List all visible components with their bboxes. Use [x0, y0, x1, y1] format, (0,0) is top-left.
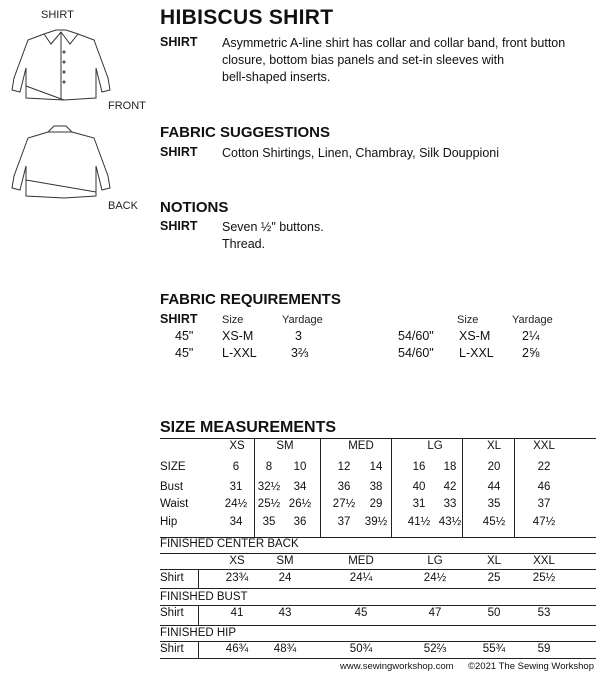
measurement-cell: 34	[293, 481, 307, 493]
description-line-1: Asymmetric A-line shirt has collar and collar band, front button	[222, 36, 566, 50]
measurement-cell: 16	[412, 461, 426, 473]
row-label-shirt: Shirt	[160, 607, 184, 619]
measurement-cell: 6	[232, 461, 240, 473]
table-rule	[160, 641, 596, 642]
finished-value: 23¾	[225, 572, 249, 584]
measurement-cell: 29	[369, 498, 383, 510]
req-width: 54/60"	[398, 346, 434, 360]
measurement-cell: 8	[265, 461, 273, 473]
fabric-requirements-heading: FABRIC REQUIREMENTS	[160, 291, 341, 308]
fabric-suggestions-heading: FABRIC SUGGESTIONS	[160, 124, 331, 141]
req-size: L-XXL	[222, 346, 257, 360]
group-header: XS	[229, 555, 245, 567]
size-header-left: Size	[222, 314, 244, 326]
finished-value: 24	[278, 572, 292, 584]
footer-copyright: ©2021 The Sewing Workshop	[468, 661, 595, 672]
column-rule	[198, 605, 199, 625]
measurement-cell: 37	[337, 516, 351, 528]
notions-line-2: Thread.	[222, 237, 266, 251]
measurement-cell: 36	[293, 516, 307, 528]
measurement-cell: 32½	[257, 481, 281, 493]
finished-value: 50¾	[349, 643, 373, 655]
measurement-cell: 44	[487, 481, 501, 493]
shirt-sketch-label: SHIRT	[41, 9, 74, 21]
column-rule	[320, 438, 321, 538]
group-header: LG	[427, 440, 443, 452]
finished-value: 59	[537, 643, 551, 655]
req-size: L-XXL	[459, 346, 494, 360]
req-size: XS-M	[459, 329, 491, 343]
measurement-cell: 31	[229, 481, 243, 493]
finished-center-back-heading: FINISHED CENTER BACK	[160, 538, 299, 550]
finished-value: 45	[354, 607, 368, 619]
page-title: HIBISCUS SHIRT	[160, 6, 334, 29]
finished-value: 47	[428, 607, 442, 619]
group-header: MED	[348, 555, 374, 567]
req-yardage: 2⅝	[522, 346, 540, 360]
measurement-cell: 12	[337, 461, 351, 473]
finished-value: 48¾	[273, 643, 297, 655]
measurement-cell: 27½	[332, 498, 356, 510]
finished-value: 25	[487, 572, 501, 584]
measurement-cell: 35	[262, 516, 276, 528]
yardage-header-right: Yardage	[512, 314, 553, 326]
req-yardage: 2¼	[522, 329, 540, 343]
measurement-cell: 47½	[532, 516, 556, 528]
column-rule	[198, 641, 199, 658]
req-width: 45"	[175, 329, 194, 343]
finished-hip-heading: FINISHED HIP	[160, 627, 237, 639]
finished-value: 55¾	[482, 643, 506, 655]
front-shirt-sketch	[4, 26, 116, 108]
group-header: XXL	[533, 440, 555, 452]
group-header: MED	[348, 440, 374, 452]
table-rule	[160, 588, 596, 589]
column-rule	[198, 569, 199, 588]
row-label-shirt: Shirt	[160, 572, 184, 584]
row-label-hip: Hip	[160, 516, 178, 528]
fabric-requirements-label: SHIRT	[160, 312, 198, 326]
notions-line-1: Seven ½" buttons.	[222, 220, 324, 234]
finished-bust-heading: FINISHED BUST	[160, 591, 248, 603]
measurement-cell: 46	[537, 481, 551, 493]
back-shirt-sketch	[4, 124, 116, 204]
finished-value: 41	[230, 607, 244, 619]
group-header: XS	[229, 440, 245, 452]
measurement-cell: 10	[293, 461, 307, 473]
measurement-cell: 38	[369, 481, 383, 493]
measurement-cell: 39½	[364, 516, 388, 528]
fabric-suggestions-label: SHIRT	[160, 145, 198, 159]
size-measurements-heading: SIZE MEASUREMENTS	[160, 419, 337, 436]
size-header-right: Size	[457, 314, 479, 326]
group-header: XL	[486, 440, 502, 452]
description-line-2: closure, bottom bias panels and set-in sleeves with	[222, 53, 505, 67]
req-width: 45"	[175, 346, 194, 360]
group-header: LG	[427, 555, 443, 567]
table-bottom-rule	[160, 658, 596, 659]
description-label: SHIRT	[160, 35, 198, 49]
finished-value: 24½	[423, 572, 447, 584]
measurement-cell: 14	[369, 461, 383, 473]
measurement-cell: 40	[412, 481, 426, 493]
table-rule	[160, 553, 596, 554]
measurement-cell: 31	[412, 498, 426, 510]
row-label-shirt: Shirt	[160, 643, 184, 655]
measurement-cell: 18	[443, 461, 457, 473]
table-rule	[160, 605, 596, 606]
group-header: XXL	[533, 555, 555, 567]
measurement-cell: 34	[229, 516, 243, 528]
notions-label: SHIRT	[160, 219, 198, 233]
measurement-cell: 20	[487, 461, 501, 473]
group-header: SM	[276, 440, 294, 452]
measurement-cell: 22	[537, 461, 551, 473]
fabric-suggestions-text: Cotton Shirtings, Linen, Chambray, Silk Douppioni	[222, 146, 499, 160]
req-yardage: 3⅔	[291, 346, 309, 360]
measurement-cell: 25½	[257, 498, 281, 510]
group-header: SM	[276, 555, 294, 567]
front-label: FRONT	[108, 100, 146, 112]
row-label-bust: Bust	[160, 481, 184, 493]
finished-value: 52⅔	[423, 643, 447, 655]
footer-website: www.sewingworkshop.com	[340, 661, 454, 672]
measurement-cell: 42	[443, 481, 457, 493]
row-label-waist: Waist	[160, 498, 189, 510]
group-header: XL	[486, 555, 502, 567]
measurement-cell: 36	[337, 481, 351, 493]
back-label: BACK	[108, 200, 138, 212]
req-size: XS-M	[222, 329, 254, 343]
yardage-header-left: Yardage	[282, 314, 323, 326]
finished-value: 43	[278, 607, 292, 619]
measurement-cell: 24½	[224, 498, 248, 510]
finished-value: 50	[487, 607, 501, 619]
notions-heading: NOTIONS	[160, 199, 229, 216]
measurement-cell: 41½	[407, 516, 431, 528]
description-line-3: bell-shaped inserts.	[222, 70, 331, 84]
table-rule	[160, 625, 596, 626]
req-yardage: 3	[295, 329, 302, 343]
measurement-cell: 35	[487, 498, 501, 510]
table-rule	[160, 569, 596, 570]
measurement-cell: 33	[443, 498, 457, 510]
table-top-rule	[160, 438, 596, 439]
row-label-size: SIZE	[160, 461, 186, 473]
finished-value: 24¼	[349, 572, 373, 584]
req-width: 54/60"	[398, 329, 434, 343]
finished-value: 53	[537, 607, 551, 619]
finished-value: 25½	[532, 572, 556, 584]
measurement-cell: 37	[537, 498, 551, 510]
finished-value: 46¾	[225, 643, 249, 655]
measurement-cell: 26½	[288, 498, 312, 510]
column-rule	[514, 438, 515, 538]
measurement-cell: 45½	[482, 516, 506, 528]
measurement-cell: 43½	[438, 516, 462, 528]
